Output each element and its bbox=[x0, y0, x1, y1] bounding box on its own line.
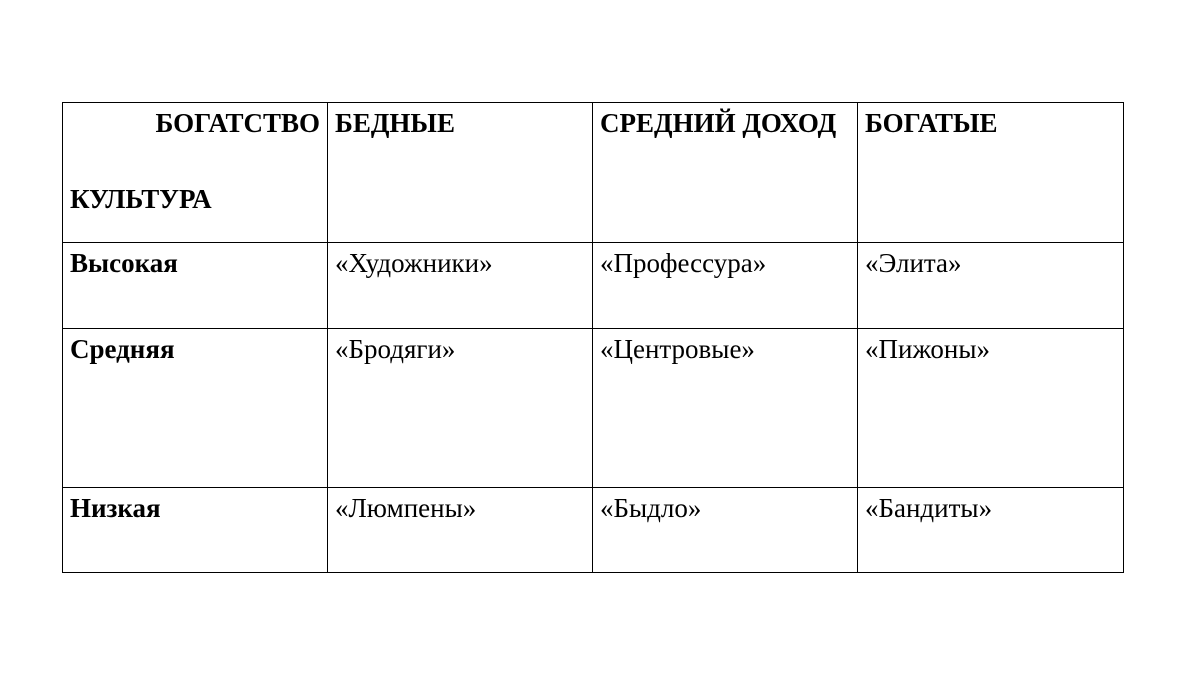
wealth-culture-table bbox=[62, 102, 1124, 573]
row-header-low: Низкая bbox=[63, 488, 328, 573]
corner-cell bbox=[63, 103, 328, 243]
table-cell: «Люмпены» bbox=[328, 488, 593, 573]
table-row bbox=[63, 488, 1124, 573]
table-cell: «Быдло» bbox=[593, 488, 858, 573]
column-header-rich: БОГАТЫЕ bbox=[858, 103, 1124, 243]
corner-label-culture: КУЛЬТУРА bbox=[70, 184, 212, 214]
column-header-middle-income: СРЕДНИЙ ДОХОД bbox=[593, 103, 858, 243]
table-row bbox=[63, 329, 1124, 488]
table-cell: «Профессура» bbox=[593, 243, 858, 329]
table-cell: «Художники» bbox=[328, 243, 593, 329]
row-header-high: Высокая bbox=[63, 243, 328, 329]
table-cell: «Бандиты» bbox=[858, 488, 1124, 573]
corner-label-wealth: БОГАТСТВО bbox=[155, 108, 320, 138]
column-header-poor: БЕДНЫЕ bbox=[328, 103, 593, 243]
table-row bbox=[63, 243, 1124, 329]
table-cell: «Центровые» bbox=[593, 329, 858, 488]
table-cell: «Бродяги» bbox=[328, 329, 593, 488]
table-cell: «Пижоны» bbox=[858, 329, 1124, 488]
header-row bbox=[63, 103, 1124, 243]
table-cell: «Элита» bbox=[858, 243, 1124, 329]
row-header-medium: Средняя bbox=[63, 329, 328, 488]
